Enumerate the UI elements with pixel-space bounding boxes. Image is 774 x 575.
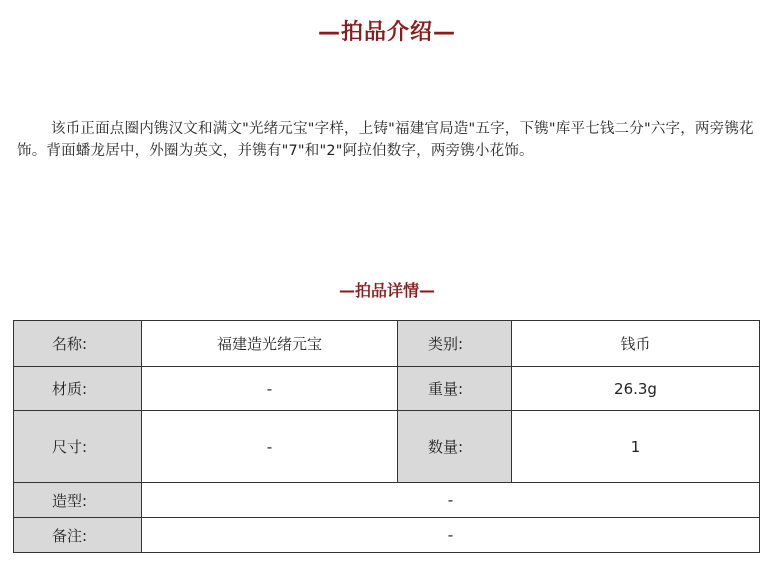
name-value: 福建造光绪元宝 <box>142 321 398 367</box>
material-value: - <box>142 367 398 411</box>
details-section-title: —拍品详情— <box>338 281 435 300</box>
notes-label: 备注: <box>14 518 142 553</box>
intro-paragraph: 该币正面点圈内镌汉文和满文"光绪元宝"字样，上铸"福建官局造"五字，下镌"库平七钱二分"六字，两旁镌花饰。背面蟠龙居中，外圈为英文，并镌有"7"和"2"阿拉伯数字，两旁镌小花饰。 <box>17 121 754 159</box>
details-table <box>13 320 760 553</box>
table-row <box>14 321 760 367</box>
table-row <box>14 411 760 483</box>
table-row <box>14 367 760 411</box>
notes-value: - <box>142 518 760 553</box>
shape-label: 造型: <box>14 483 142 518</box>
material-label: 材质: <box>14 367 142 411</box>
quantity-label: 数量: <box>398 411 512 483</box>
size-value: - <box>142 411 398 483</box>
category-label: 类别: <box>398 321 512 367</box>
weight-label: 重量: <box>398 367 512 411</box>
table-row <box>14 483 760 518</box>
quantity-value: 1 <box>512 411 760 483</box>
weight-value: 26.3g <box>512 367 760 411</box>
name-label: 名称: <box>14 321 142 367</box>
table-row <box>14 518 760 553</box>
shape-value: - <box>142 483 760 518</box>
size-label: 尺寸: <box>14 411 142 483</box>
intro-section-title: —拍品介绍— <box>317 20 456 45</box>
category-value: 钱币 <box>512 321 760 367</box>
